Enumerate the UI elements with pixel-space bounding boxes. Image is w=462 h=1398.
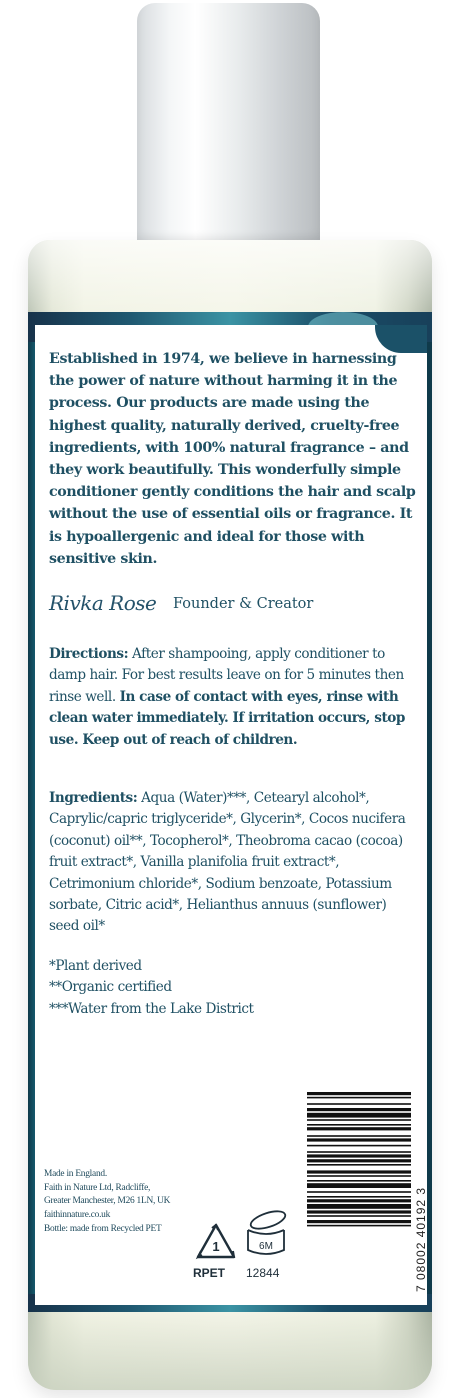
company-info-line: Greater Manchester, M26 1LN, UK bbox=[44, 1196, 171, 1207]
barcode-bar bbox=[307, 1108, 411, 1111]
founder-title: Founder & Creator bbox=[173, 596, 314, 612]
bottle-cap bbox=[137, 3, 320, 246]
barcode-bar bbox=[307, 1159, 411, 1162]
company-info bbox=[44, 1168, 204, 1237]
intro-text: Established in 1974, we believe in harnessing the power of nature without harming it in the process. Our products are made using the highest quality, naturally derived, cruelty-free ingredients, with 100% natural fragrance – and they work beautifully. This wonderfully simple conditioner gently conditions the hair and scalp without the use of essential oils or fragrance. It is hypoallergenic and ideal for those with sensitive skin. bbox=[49, 351, 416, 567]
barcode-bar bbox=[307, 1220, 411, 1223]
barcode-number: 7 08002 40192 3 bbox=[414, 1186, 428, 1292]
barcode-bar bbox=[307, 1113, 411, 1118]
barcode-bar bbox=[307, 1135, 411, 1137]
signature-row bbox=[49, 593, 409, 623]
barcode-bar bbox=[307, 1204, 411, 1209]
barcode-bar bbox=[307, 1151, 411, 1153]
bottle-base-shade bbox=[28, 1310, 432, 1390]
barcode-bar bbox=[307, 1180, 411, 1182]
ingredients-section bbox=[49, 788, 414, 938]
barcode-bar bbox=[307, 1170, 411, 1173]
barcode-bar bbox=[307, 1164, 411, 1166]
barcode-bar bbox=[307, 1127, 411, 1130]
barcode-bar bbox=[307, 1215, 411, 1217]
company-info-line: Made in England. bbox=[44, 1169, 107, 1179]
ingredients-text: Aqua (Water)***, Cetearyl alcohol*, Caprylic/capric triglyceride*, Glycerin*, Cocos nucifera (coconut) oil**, Tocopherol*, Theobroma cacao (cocoa) fruit extract*, Vanilla planifolia fruit extract*, Cetrimonium chloride*, Sodium benzoate, Potassium sorbate, Citric acid*, Helianthus annuus (sunflower) seed oil* bbox=[49, 790, 406, 935]
intro-section bbox=[49, 348, 419, 570]
company-info-line: Faith in Nature Ltd, Radcliffe, bbox=[44, 1182, 151, 1193]
barcode-bar bbox=[307, 1199, 411, 1202]
barcode-bar bbox=[307, 1154, 411, 1157]
barcode-bar bbox=[307, 1196, 411, 1198]
note-plant-derived: *Plant derived bbox=[49, 958, 142, 974]
recycle-code: 1 bbox=[212, 1239, 220, 1254]
barcode-bar bbox=[307, 1183, 411, 1188]
directions-label: Directions: bbox=[49, 646, 129, 662]
ingredients-label: Ingredients: bbox=[49, 790, 138, 806]
directions-warning: In case of contact with eyes, rinse with clean water immediately. If irritation occurs, stop use. Keep out of reach of children. bbox=[49, 688, 405, 748]
ingredient-notes bbox=[49, 956, 414, 1020]
barcode-bar bbox=[307, 1138, 411, 1141]
barcode-bar bbox=[307, 1103, 411, 1105]
recycle-label: RPET bbox=[193, 1266, 226, 1280]
directions-section bbox=[49, 644, 414, 751]
barcode bbox=[307, 1092, 411, 1272]
lot-number: 12844 bbox=[246, 1266, 280, 1280]
directions-text: After shampooing, apply conditioner to damp hair. For best results leave on for 5 minutes then rinse well. bbox=[49, 646, 404, 705]
barcode-bar bbox=[307, 1225, 411, 1227]
barcode-bar bbox=[307, 1175, 411, 1177]
barcode-bar bbox=[307, 1097, 411, 1099]
company-info-line: faithinnature.co.uk bbox=[44, 1210, 111, 1221]
barcode-bar bbox=[307, 1191, 411, 1193]
note-organic-certified: **Organic certified bbox=[49, 979, 172, 996]
pao-label: 6M bbox=[259, 1241, 273, 1252]
barcode-bar bbox=[307, 1092, 411, 1095]
recycle-icon bbox=[194, 1222, 238, 1262]
founder-signature: Rivka Rose bbox=[49, 591, 157, 615]
barcode-bar bbox=[307, 1119, 411, 1121]
barcode-bar bbox=[307, 1124, 411, 1126]
bottle-shoulder-highlight bbox=[28, 240, 432, 320]
barcode-bar bbox=[307, 1210, 411, 1213]
company-info-line: Bottle: made from Recycled PET bbox=[44, 1223, 162, 1234]
note-water-source: ***Water from the Lake District bbox=[49, 1000, 254, 1017]
period-after-opening-icon bbox=[242, 1208, 290, 1260]
barcode-bar bbox=[307, 1145, 411, 1147]
